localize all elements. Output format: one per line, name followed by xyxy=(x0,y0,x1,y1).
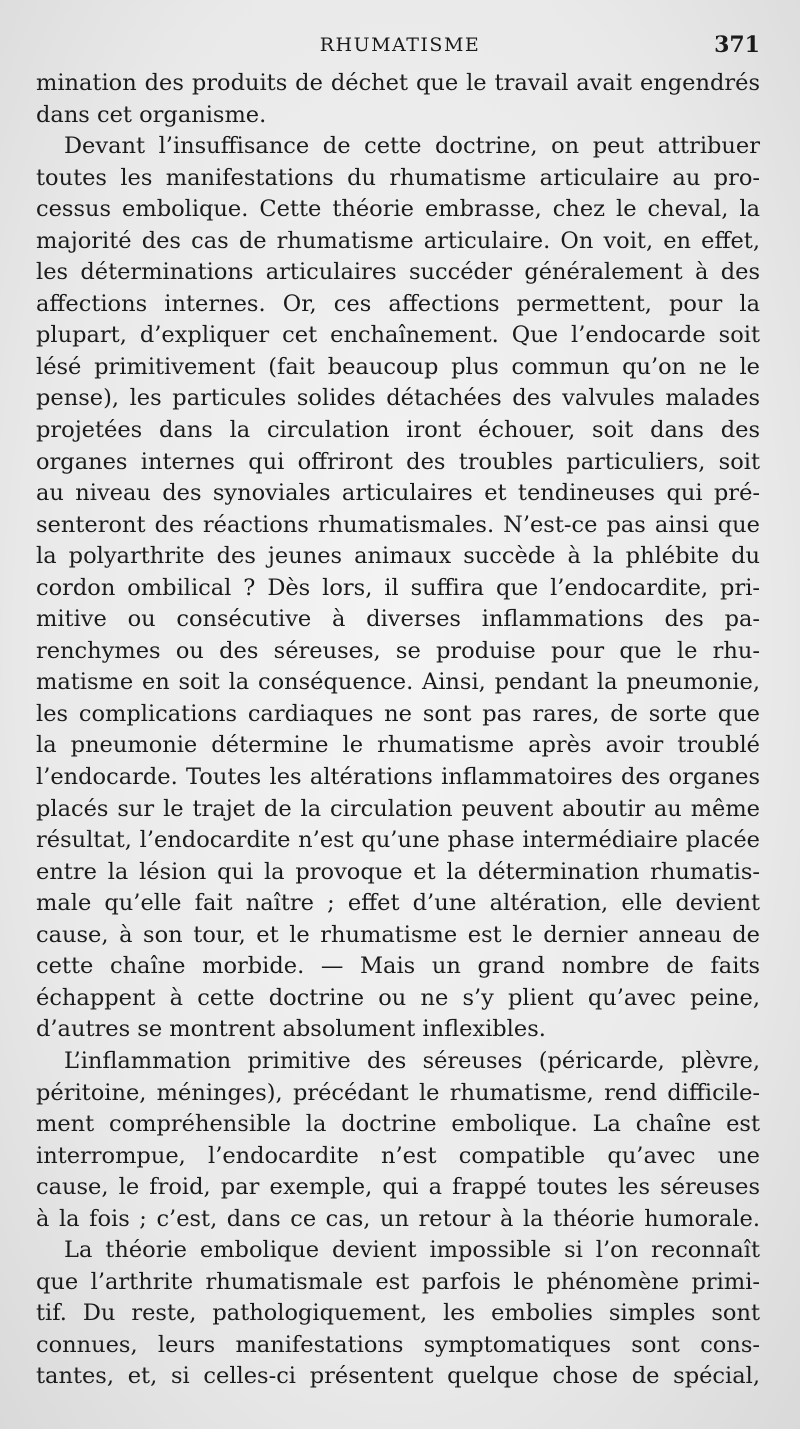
text-line: cause, à son tour, et le rhumatisme est le dernier anneau de xyxy=(36,921,760,948)
text-line: mitive ou consécutive à diverses inflammations des pa- xyxy=(36,606,760,633)
text-line: les complications cardiaques ne sont pas rares, de sorte que xyxy=(36,700,760,727)
text-line: La théorie embolique devient impossible si l’on reconnaît xyxy=(64,1237,760,1264)
text-line: au niveau des synoviales articulaires et tendineuses qui pré- xyxy=(36,480,760,507)
text-line: lésé primitivement (fait beaucoup plus commun qu’on ne le xyxy=(36,353,760,380)
running-head xyxy=(0,32,800,62)
text-line: la polyarthrite des jeunes animaux succède à la phlébite du xyxy=(36,543,760,570)
text-line: senteront des réactions rhumatismales. N’est-ce pas ainsi que xyxy=(36,511,760,538)
running-title: RHUMATISME xyxy=(319,34,481,56)
text-line: majorité des cas de rhumatisme articulaire. On voit, en effet, xyxy=(36,227,760,254)
text-line: affections internes. Or, ces affections permettent, pour la xyxy=(36,290,760,317)
text-line: la pneumonie détermine le rhumatisme après avoir troublé xyxy=(36,732,760,759)
text-line: échappent à cette doctrine ou ne s’y plient qu’avec peine, xyxy=(36,984,760,1011)
text-line: mination des produits de déchet que le travail avait engendrés xyxy=(36,70,760,96)
text-line: cette chaîne morbide. — Mais un grand nombre de faits xyxy=(36,953,760,980)
text-line: pense), les particules solides détachées des valvules malades xyxy=(36,385,760,412)
text-line: dans cet organisme. xyxy=(36,101,267,128)
text-line: cessus embolique. Cette théorie embrasse, chez le cheval, la xyxy=(36,196,760,223)
text-line: interrompue, l’endocardite n’est compatible qu’avec une xyxy=(36,1142,760,1169)
text-line: que l’arthrite rhumatismale est parfois le phénomène primi- xyxy=(36,1268,760,1295)
text-line: tantes, et, si celles-ci présentent quelque chose de spécial, xyxy=(36,1363,760,1390)
text-line: projetées dans la circulation iront échouer, soit dans des xyxy=(36,417,760,444)
text-line: les déterminations articulaires succéder généralement à des xyxy=(36,259,760,286)
text-line: d’autres se montrent absolument inflexibles. xyxy=(36,1016,546,1043)
text-line: plupart, d’expliquer cet enchaînement. Que l’endocarde soit xyxy=(36,322,760,349)
text-line: renchymes ou des séreuses, se produise pour que le rhu- xyxy=(36,637,760,664)
text-line: l’endocarde. Toutes les altérations inflammatoires des organes xyxy=(36,764,760,791)
text-line: L’inflammation primitive des séreuses (péricarde, plèvre, xyxy=(64,1047,760,1074)
text-line: organes internes qui offriront des troubles particuliers, soit xyxy=(36,448,760,475)
body-text xyxy=(36,68,760,1393)
page-number: 371 xyxy=(714,32,760,58)
text-line: male qu’elle fait naître ; effet d’une altération, elle devient xyxy=(36,890,760,917)
text-line: placés sur le trajet de la circulation peuvent aboutir au même xyxy=(36,795,760,822)
text-line: péritoine, méninges), précédant le rhumatisme, rend difficile- xyxy=(36,1079,760,1106)
text-line: connues, leurs manifestations symptomatiques sont cons- xyxy=(36,1331,760,1358)
text-line: toutes les manifestations du rhumatisme articulaire au pro- xyxy=(36,164,760,191)
text-line: matisme en soit la conséquence. Ainsi, pendant la pneumonie, xyxy=(36,669,760,696)
text-line: Devant l’insuffisance de cette doctrine, on peut attribuer xyxy=(64,133,760,160)
text-line: ment compréhensible la doctrine embolique. La chaîne est xyxy=(36,1111,760,1138)
text-line: résultat, l’endocardite n’est qu’une phase intermédiaire placée xyxy=(36,827,760,854)
text-line: cause, le froid, par exemple, qui a frappé toutes les séreuses xyxy=(36,1174,760,1201)
text-line: cordon ombilical ? Dès lors, il suffira que l’endocardite, pri- xyxy=(36,574,760,601)
text-line: à la fois ; c’est, dans ce cas, un retour à la théorie humorale. xyxy=(36,1205,760,1232)
text-line: tif. Du reste, pathologiquement, les embolies simples sont xyxy=(36,1300,760,1327)
text-line: entre la lésion qui la provoque et la détermination rhumatis- xyxy=(36,858,760,885)
